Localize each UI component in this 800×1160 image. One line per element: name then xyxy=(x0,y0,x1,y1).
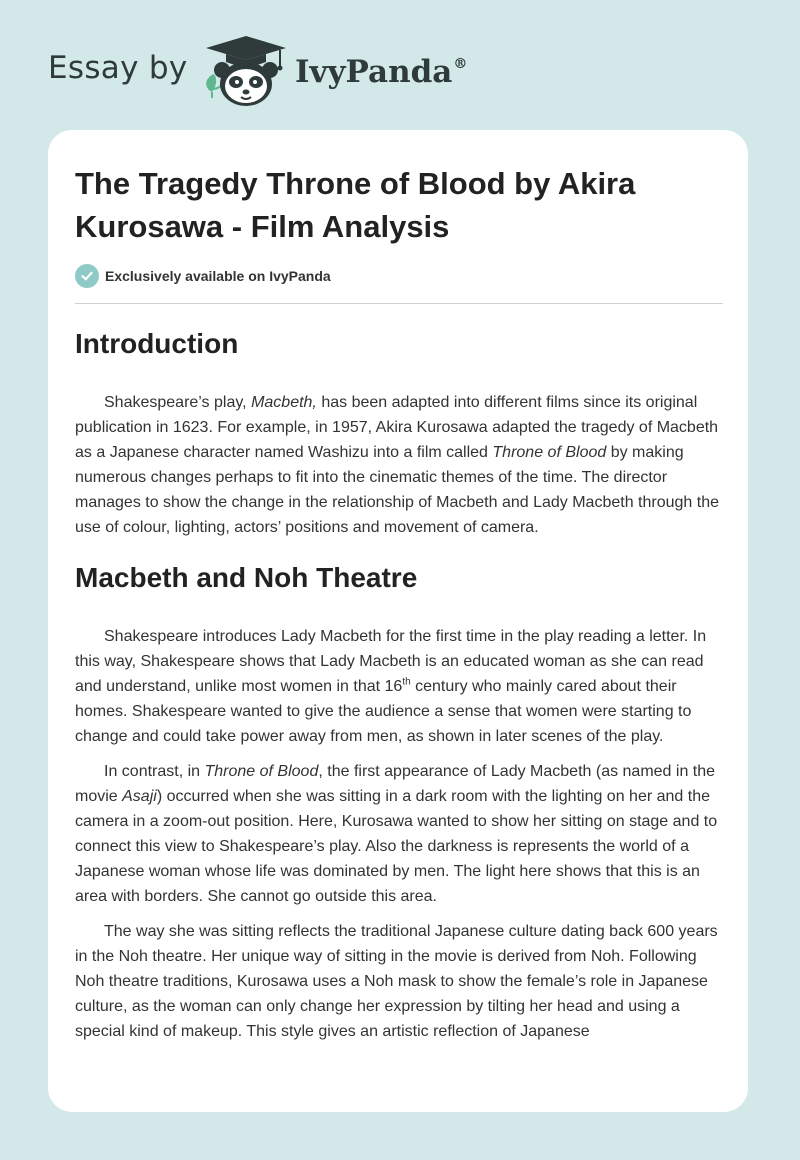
paragraph-noh-2: In contrast, in Throne of Blood, the first appearance of Lady Macbeth (as named in the movie Asaji) occurred when she was sitting in a dark room with the lighting on her and the camera in a zoom-out position. Here, Kurosawa wanted to show her sitting on stage and to connect this view to Shakespeare’s play. Also the darkness is represents the world of a Japanese woman whose life was dominated by men. The light here shows that this is an area with borders. She cannot go outside this area. xyxy=(75,763,718,905)
section-heading-macbeth-noh: Macbeth and Noh Theatre xyxy=(75,562,418,593)
paragraph-noh-3: The way she was sitting reflects the traditional Japanese culture dating back 600 years in the Noh theatre. Her unique way of sitting in the movie is derived from Noh. Following Noh theatre traditions, Kurosawa uses a Noh mask to show the female’s role in Japanese culture, as the woman can only change her expression by tilting her head and using a special kind of makeup. This style gives an artistic reflection of Japanese xyxy=(75,923,718,1040)
panda-graduate-logo[interactable] xyxy=(200,34,292,110)
brand-name[interactable]: IvyPanda® xyxy=(295,54,468,90)
essay-card xyxy=(48,130,748,1112)
exclusive-badge xyxy=(75,264,331,288)
paragraph-noh-1: Shakespeare introduces Lady Macbeth for the first time in the play reading a letter. In this way, Shakespeare shows that Lady Macbeth is an educated woman as she can read and understand, unlike most women in that 16th century who mainly cared about their homes. Shakespeare wanted to give the audience a sense that women were starting to change and could take power away from men, as shown in later scenes of the play. xyxy=(75,628,707,745)
divider xyxy=(75,303,723,304)
essay-body xyxy=(75,320,725,1052)
badge-label: Exclusively available on IvyPanda xyxy=(105,268,331,284)
registered-mark: ® xyxy=(453,56,468,72)
check-circle-icon xyxy=(75,264,99,288)
paragraph-intro-1: Shakespeare’s play, Macbeth, has been adapted into different films since its original publication in 1623. For example, in 1957, Akira Kurosawa adapted the tragedy of Macbeth as a Japanese character named Washizu into a film called Throne of Blood by making numerous changes perhaps to fit into the cinematic themes of the time. The director manages to show the change in the relationship of Macbeth and Lady Macbeth through the use of colour, lighting, actors’ positions and movement of camera. xyxy=(75,394,719,536)
page-title: The Tragedy Throne of Blood by Akira Kurosawa - Film Analysis xyxy=(75,166,636,244)
brand-prefix: Essay by xyxy=(48,50,188,86)
section-heading-introduction: Introduction xyxy=(75,328,239,359)
site-header xyxy=(0,0,800,130)
